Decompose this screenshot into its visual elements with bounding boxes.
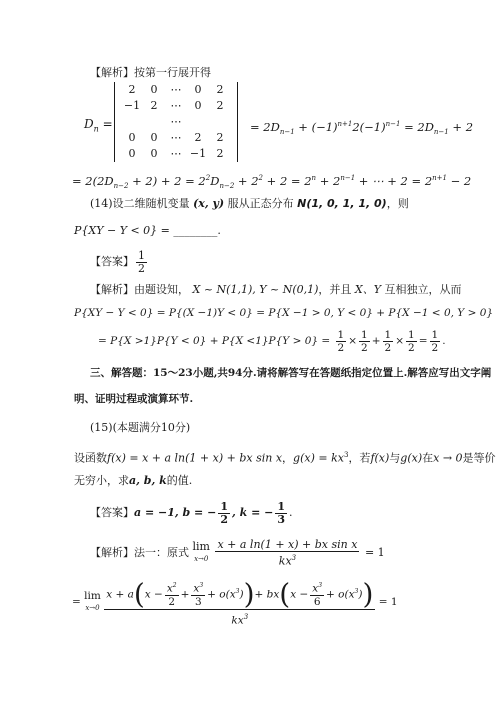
analysis-14: 【解析】由题设知， X ~ N(1,1), Y ~ N(0,1)，并且 X、Y 互相独立，从而 — [90, 283, 462, 296]
answer-15: 【答案】a = −1, b = − $\frac{1}{2}$ , k = − $\frac{1}{3}$ . — [90, 499, 293, 526]
limit-expansion: = lim x→0 x + a(x − $\frac{x^2}{2}$ + $\frac{x^3}{3}$ + $o(x^3))+ bx(x$ − $\frac{x^3}{6}$ + $o(x^3)$) $kx^3$ = 1 — [72, 577, 398, 627]
matrix-row-4: 0 0 ⋯ 2 2 — [128, 131, 224, 144]
question-15-heading: (15)(本题满分10分) — [90, 421, 191, 434]
question-15-text: 设函数f(x) = x + a ln(1 + x) + bx sin x，$g(x) = kx^3$，若f(x)与g(x)在x → 0是等价 — [74, 451, 496, 465]
question-15-text-cont: 无穷小，求a, b, k的值. — [74, 474, 193, 487]
question-14: (14)设二维随机变量 (x, y) 服从正态分布 N(1, 0, 1, 1, 0)，则 — [90, 197, 409, 210]
recurrence-line: = $2(2D_{n-2} + 2) + 2 = 2^2D_{n-2} + 2^2 + 2 = 2^n + 2^{n-1}$ + ⋯ + $2 = 2^{n+1} - 2$ — [72, 173, 472, 191]
determinant-rhs: = $2D_{n-1} + (-1)^{n+1}2(-1)^{n-1} = 2D_{n-1} + 2$ — [250, 119, 474, 137]
probability-eq-1: P{XY − Y < 0} = P{(X −1)Y < 0} = P{X −1 > 0, Y < 0} + P{X −1 < 0, Y > 0} — [74, 307, 494, 319]
matrix-row-3: ⋯ — [170, 115, 182, 128]
analysis-text: 按第一行展开得 — [134, 66, 211, 79]
analysis-line-1 — [90, 66, 211, 80]
determinant-matrix — [114, 82, 238, 162]
section-3-heading: 三、解答题：15～23小题,共94分.请将解答写在答题纸指定位置上.解答应写出文字阐 — [90, 367, 492, 379]
question-14-expr: P{XY − Y < 0} = ________. — [74, 224, 221, 237]
probability-eq-2: = P{X >1}P{Y < 0} + P{X <1}P{Y > 0} = $\frac{1}{2}$ × $\frac{1}{2}$ + $\frac{1}{2}$ × $\frac{1}{2}$ = $\frac{1}{2}$ . — [98, 328, 446, 354]
matrix-row-1: 2 0 ⋯ 0 2 — [128, 83, 224, 96]
determinant-lhs: $D_n$ = — [84, 117, 113, 134]
analysis-15: 【解析】法一：原式 lim x→0 $\frac{\text{x + a ln(1 + x) + bx sin x}}{kx^3}$ = 1 — [90, 537, 385, 568]
answer-14: 【答案】 $\frac{1}{2}$ — [90, 248, 145, 275]
analysis-tag: 【解析】 — [90, 66, 134, 79]
matrix-row-2: −1 2 ⋯ 0 2 — [123, 99, 224, 112]
section-3-heading-cont: 明、证明过程或演算环节. — [74, 393, 194, 405]
matrix-row-5: 0 0 ⋯ −1 2 — [128, 147, 224, 160]
